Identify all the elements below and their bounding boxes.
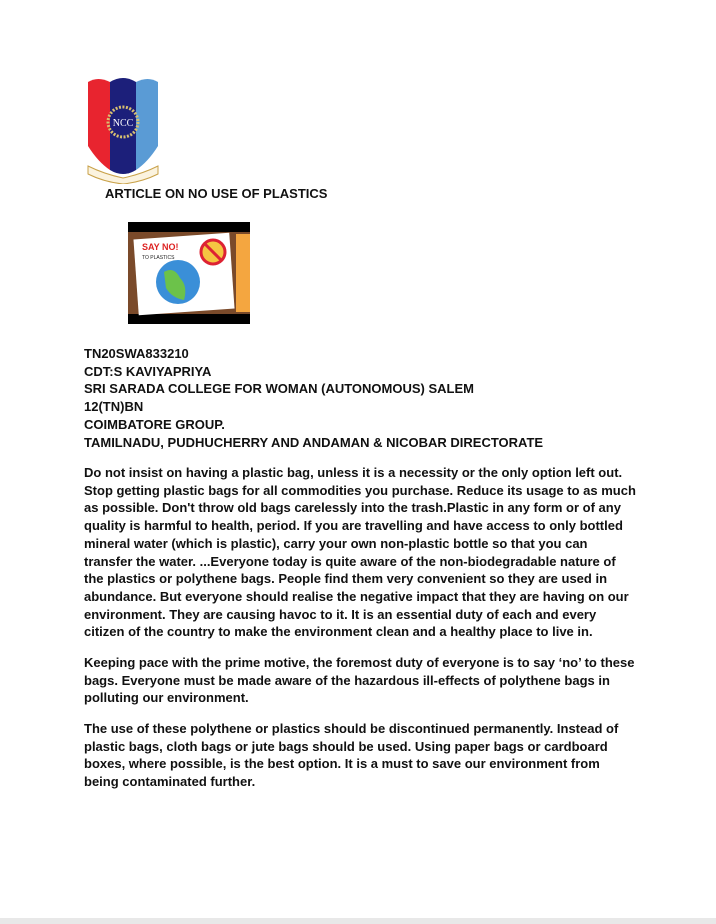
poster-say-no: SAY NO! — [142, 242, 179, 252]
text-line: quality is harmful to health, period. If you are travelling and have access to only bottled — [84, 518, 623, 534]
article-title: ARTICLE ON NO USE OF PLASTICS — [105, 186, 328, 201]
text-line: SRI SARADA COLLEGE FOR WOMAN (AUTONOMOUS) SALEM — [84, 381, 474, 397]
ncc-logo — [84, 74, 162, 184]
text-line: COIMBATORE GROUP. — [84, 416, 225, 432]
say-no-to-plastics-image — [128, 222, 250, 324]
text-line: boxes, where possible, is the best option. It is a must to save our environment from — [84, 756, 600, 772]
text-line: Stop getting plastic bags for all commodities you purchase. Reduce its usage to as much — [84, 482, 636, 498]
text-line: polluting our environment. — [84, 690, 249, 706]
bottom-bar — [0, 918, 716, 924]
paragraph-2 — [84, 654, 634, 707]
text-line: TN20SWA833210 — [84, 346, 189, 361]
text-line: Keeping pace with the prime motive, the foremost duty of everyone is to say ‘no’ to these — [84, 655, 635, 670]
text-line: transfer the water. ...Everyone today is quite aware of the non-biodegradable nature of — [84, 553, 616, 569]
text-line: being contaminated further. — [84, 774, 256, 790]
text-line: TAMILNADU, PUDHUCHERRY AND ANDAMAN & NICOBAR DIRECTORATE — [84, 434, 544, 450]
text-line: plastic bags, cloth bags or jute bags should be used. Using paper bags or cardboard — [84, 738, 608, 754]
paragraph-3 — [84, 720, 618, 791]
text-line: citizen of the country to make the environment clean and a healthy place to live in. — [84, 624, 593, 640]
text-line: the plastics or polythene bags. People find them very convenient so they are used in — [84, 571, 608, 587]
text-line: environment. They are causing havoc to it. It is an essential duty of each and every — [84, 606, 597, 622]
author-details — [84, 345, 543, 451]
text-line: The use of these polythene or plastics should be discontinued permanently. Instead of — [84, 721, 619, 736]
text-line: bags. Everyone must be made aware of the hazardous ill-effects of polythene bags in — [84, 672, 610, 688]
logo-text: NCC — [112, 118, 134, 129]
text-line: abundance. But everyone should realise the negative impact that they are having on our — [84, 588, 629, 604]
text-line: Do not insist on having a plastic bag, unless it is a necessity or the only option left out. — [84, 465, 623, 480]
text-line: mineral water (which is plastic), carry your own non-plastic bottle so that you can — [84, 535, 588, 551]
poster-to-plastics: TO PLASTICS — [142, 255, 175, 261]
paragraph-1 — [84, 464, 636, 641]
text-line: as possible. Don't throw old bags carelessly into the trash.Plastic in any form or of any — [84, 500, 621, 516]
text-line: CDT:S KAVIYAPRIYA — [84, 363, 212, 379]
text-line: 12(TN)BN — [84, 399, 144, 415]
